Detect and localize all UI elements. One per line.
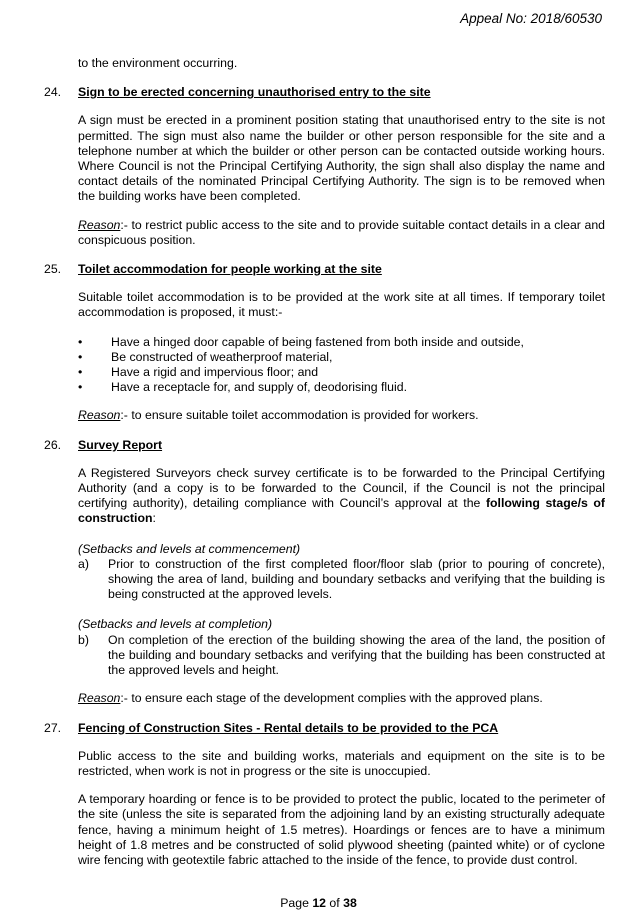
requirements-list — [44, 335, 605, 396]
section-body: A sign must be erected in a prominent position stating that unauthorised entry to the site is not permitted. The sign must also name the builder or other person responsible for the site and a telephone number at which the builder or other person can be contacted outside working hours. Where Council is not the Principal Certifying Authority, the sign shall also display the name and contact details of the nominated Principal Certifying Authority. The sign is to be removed when the building works have been completed. — [78, 113, 605, 204]
page-current: 12 — [312, 896, 327, 910]
section-title: Fencing of Construction Sites - Rental details to be provided to the PCA — [78, 720, 499, 735]
sub-label-commencement: (Setbacks and levels at commencement) — [78, 541, 301, 556]
sub-item-text: Prior to construction of the first completed floor/floor slab (prior to pouring of concrete), showing the area of land, building and boundary setbacks and verifying that the building is being constructed at the approved levels. — [108, 556, 605, 602]
bullet-icon: • — [78, 365, 83, 380]
sub-item-text: On completion of the erection of the building showing the area of the land, the position of the building and boundary setbacks and verifying that the building has been constructed at the approved levels and height. — [108, 632, 605, 678]
document-body — [44, 56, 605, 868]
section-24 — [44, 85, 605, 248]
reason-text: :- to ensure each stage of the development complies with the approved plans. — [120, 691, 543, 706]
section-body — [78, 466, 605, 527]
reason-label: Reason — [78, 408, 121, 423]
section-number: 27. — [44, 720, 62, 735]
section-title: Toilet accommodation for people working at the site — [78, 262, 382, 277]
page-number — [0, 896, 637, 911]
list-item — [44, 380, 605, 395]
reason-text: :- to ensure suitable toilet accommodation is provided for workers. — [120, 408, 479, 423]
list-item-text: Have a hinged door capable of being fastened from both inside and outside, — [111, 334, 524, 349]
list-item-text: Be constructed of weatherproof material, — [111, 349, 333, 364]
section-27 — [44, 721, 605, 869]
reason — [78, 408, 605, 423]
bullet-icon: • — [78, 334, 83, 349]
body-text: A Registered Surveyors check survey certificate is to be forwarded to the Principal Certifying Authority (and a copy is to be forwarded to the Council, if the Council is not the principal certifying authority), detailing compliance with Council’s approval at the — [78, 465, 605, 511]
section-body: Public access to the site and building works, materials and equipment on the site is to be restricted, when work is not in progress or the site is unoccupied. — [78, 748, 605, 778]
section-number: 25. — [44, 262, 62, 277]
section-title: Survey Report — [78, 437, 163, 452]
list-item-text: Have a receptacle for, and supply of, deodorising fluid. — [111, 380, 407, 395]
bullet-icon: • — [78, 349, 83, 364]
section-25 — [44, 262, 605, 424]
section-number: 26. — [44, 437, 62, 452]
section-title: Sign to be erected concerning unauthorised entry to the site — [78, 85, 431, 100]
section-body: Suitable toilet accommodation is to be provided at the work site at all times. If temporary toilet accommodation is proposed, it must:- — [78, 290, 605, 320]
section-body-2: A temporary hoarding or fence is to be provided to protect the public, located to the perimeter of the site (unless the site is separated from the adjoining land by an existing structurally adequate fence, having a minimum height of 1.5 metres). Hoardings or fences are to have a minimum height of 1.8 metres and be constructed of solid plywood sheeting (painted white) or of cyclone wire fencing with geotextile fabric attached to the inside of the fence, to provide dust control. — [78, 792, 605, 867]
page-prefix: Page — [280, 896, 313, 910]
list-item — [44, 365, 605, 380]
reason-label: Reason — [78, 217, 121, 232]
list-item-text: Have a rigid and impervious floor; and — [111, 365, 319, 380]
sub-item-a — [78, 557, 605, 603]
list-item — [44, 350, 605, 365]
body-bold-text: following stage/s of construction — [78, 496, 605, 526]
reason-label: Reason — [78, 691, 121, 706]
appeal-number: Appeal No: 2018/60530 — [460, 11, 602, 26]
list-item — [44, 335, 605, 350]
reason — [78, 218, 605, 248]
reason — [78, 691, 605, 706]
section-26 — [44, 438, 605, 707]
body-end: : — [152, 511, 156, 526]
sub-label-completion: (Setbacks and levels at completion) — [78, 617, 273, 632]
continuation-text: to the environment occurring. — [78, 56, 238, 70]
sub-item-letter: a) — [78, 556, 89, 571]
page-total: 38 — [343, 896, 357, 910]
page-of: of — [326, 896, 344, 910]
section-number: 24. — [44, 85, 62, 100]
sub-item-b — [78, 633, 605, 679]
sub-item-letter: b) — [78, 632, 89, 647]
reason-text: :- to restrict public access to the site and to provide suitable contact details in a clear and conspicuous position. — [78, 217, 605, 247]
bullet-icon: • — [78, 380, 83, 395]
